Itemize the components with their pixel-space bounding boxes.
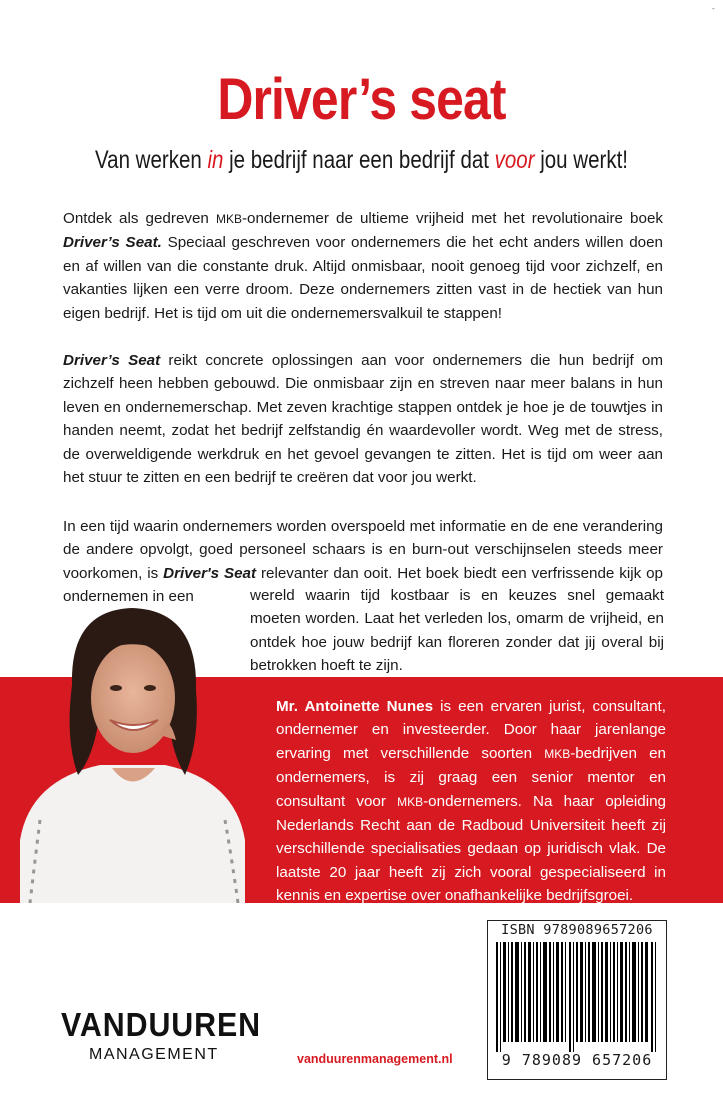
author-photo [0, 590, 262, 903]
book-title: Driver’s seat [217, 67, 506, 132]
bio-text-1: is een ervaren jurist, consultant, ondernemer en investeerder. Door haar jarenlange ervaring met verschillende soorten [276, 698, 666, 762]
p2-text-1: reikt concrete oplossingen aan voor ondernemers die hun bedrijf om zichzelf heen hebben gebouwd. Die onmisbaar zijn en streven naar meer balans in hun leven en ondernemerschap. Met zeven krachtige stappen ontdek je hoe je de touwtjes in handen neemt, zodat het bedrijf zelfstandig én waardevoller wordt. Weg met de stress, de overweldigende werkdruk en het gevoel gevangen te zitten. Het is tijd om weer aan het stuur te zitten en een bedrijf te creëren dat voor jou werkt. [63, 352, 663, 487]
relevance-paragraph-continued: wereld waarin tijd kostbaar is en keuzes snel gemaakt moeten worden. Laat het verleden los, omarm de vrijheid, en ontdek hoe jouw bedrijf kan floreren zonder dat jij overal bij betrokken hoeft te zijn. [250, 587, 664, 675]
p1-book-name: Driver’s Seat. [63, 234, 162, 252]
publisher-logo: VANDUUREN [61, 1006, 262, 1043]
publisher-logo-subtitle: MANAGEMENT [89, 1046, 219, 1063]
barcode-icon [494, 942, 660, 1052]
subtitle-part3: jou werkt! [534, 146, 628, 174]
p3-text-2: relevanter dan ooit. Het boek biedt een verfrissende kijk op ondernemen in een [63, 564, 663, 606]
solutions-paragraph [63, 349, 663, 489]
p3-book-name: Driver's Seat [163, 564, 257, 582]
p1-text-2: -ondernemer de ultieme vrijheid met het revolutionaire boek [241, 210, 663, 227]
isbn-label: ISBN 9789089657206 [501, 922, 653, 938]
p1-text-3: Speciaal geschreven voor ondernemers die het echt anders willen doen en af willen van die constante druk. Altijd onmisbaar, nooit genoeg tijd voor zichzelf, en vakanties lijken een verre droom. Deze ondernemers zitten vast in de hectiek van hun eigen bedrijf. Het is tijd om uit die ondernemersvalkuil te stappen! [63, 234, 664, 322]
p1-mkb: MKB [215, 212, 242, 226]
subtitle-emphasis-voor: voor [494, 146, 535, 174]
author-bio [276, 695, 666, 908]
bio-mkb-2: MKB [397, 794, 424, 809]
p1-text-1: Ontdek als gedreven [63, 210, 216, 227]
bio-text-3: -ondernemers. Na haar opleiding Nederlands Recht aan de Radboud Universiteit heeft zij verschillende specialisaties gedaan op juridisch vlak. De laatste 20 jaar heeft zij zich vooral gespecialiseerd in kennis en expertise over onafhankelijke bedrijfsgroei. [276, 792, 666, 905]
p3-text-1: In een tijd waarin ondernemers worden overspoeld met informatie en de ene verandering de andere opvolgt, goed personeel schaars is en burn-out verschijnselen steeds meer voorkomen, is [63, 518, 663, 582]
subtitle-emphasis-in: in [207, 146, 224, 174]
book-subtitle [65, 146, 658, 175]
intro-paragraph [63, 207, 663, 325]
bio-text-2: -bedrijven en ondernemers, is zij graag een senior mentor en consultant voor [276, 744, 666, 810]
subtitle-part2: je bedrijf naar een bedrijf dat [223, 146, 495, 174]
isbn-number: 9 789089 657206 [501, 1051, 653, 1069]
p2-book-name: Driver’s Seat [63, 352, 161, 369]
corner-mark: - [712, 4, 715, 13]
author-name: Mr. Antoinette Nunes [276, 698, 434, 715]
publisher-website: vanduurenmanagement.nl [297, 1052, 453, 1066]
bio-mkb-1: MKB [544, 746, 571, 761]
subtitle-part1: Van werken [95, 146, 208, 174]
